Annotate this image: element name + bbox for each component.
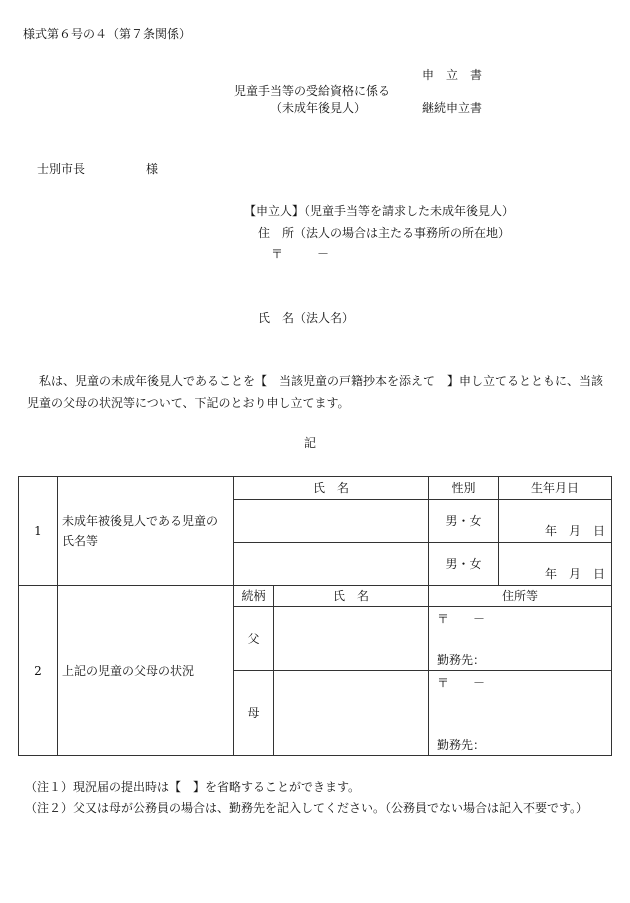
child-birth-date-format: 年 月 日 <box>544 567 605 581</box>
statement-line: 私は、児童の未成年後見人であることを【 当該児童の戸籍抄本を添えて 】申し立てるとともに、当該 <box>39 374 604 388</box>
child-sex-cell <box>429 543 498 585</box>
parents-section-label: 上記の児童の父母の状況 <box>62 663 195 678</box>
title-type-application: 申 立 書 <box>422 68 483 82</box>
record-table <box>18 476 612 756</box>
parent-address-header: 住所等 <box>429 586 611 606</box>
addressee-name: 士別市長 <box>37 162 86 176</box>
parents-section-number-cell <box>19 586 57 755</box>
applicant-postal-separator: － <box>317 247 330 261</box>
applicant-address-label: 住 所（法人の場合は主たる事務所の所在地） <box>258 226 511 240</box>
children-section-number-cell <box>19 477 57 585</box>
child-birth-date-cell <box>499 500 611 542</box>
mother-relation: 母 <box>247 706 260 720</box>
mother-name-cell <box>274 671 428 755</box>
father-name-cell <box>274 607 428 670</box>
mother-address-cell <box>429 671 611 755</box>
mother-relation-cell <box>234 671 273 755</box>
child-birth-date-cell <box>499 543 611 585</box>
child-birth-date-header: 生年月日 <box>499 477 611 499</box>
father-postal-separator: － <box>473 612 486 626</box>
note: （注１）現況届の提出時は【 】を省略することができます。 <box>25 780 361 794</box>
child-sex-options: 男・女 <box>445 514 482 528</box>
parents-section-label-cell <box>58 586 233 755</box>
applicant-postal-mark: 〒 <box>271 247 284 261</box>
title-prefix: 児童手当等の受給資格に係る <box>234 84 391 98</box>
child-sex-options: 男・女 <box>445 557 482 571</box>
record-heading: 記 <box>304 436 317 450</box>
form-number: 様式第６号の４（第７条関係） <box>23 27 192 41</box>
father-address-cell <box>429 607 611 670</box>
parent-name-header: 氏 名 <box>274 586 428 606</box>
child-name-cell <box>234 500 428 542</box>
addressee-honorific: 様 <box>146 162 159 176</box>
children-section-label-line: 未成年被後見人である児童の <box>62 514 219 528</box>
parent-relation-header: 続柄 <box>234 586 273 606</box>
father-relation-cell <box>234 607 273 670</box>
child-name-header: 氏 名 <box>234 477 428 499</box>
child-sex-header: 性別 <box>429 477 498 499</box>
father-workplace-label: 勤務先： <box>437 653 486 667</box>
child-birth-date-format: 年 月 日 <box>544 524 605 538</box>
mother-workplace-label: 勤務先： <box>437 738 486 752</box>
title-type-continuation: 継続申立書 <box>422 101 483 115</box>
title-subject: （未成年後見人） <box>270 101 367 115</box>
mother-postal-mark: 〒 <box>437 676 450 690</box>
mother-postal-separator: － <box>473 676 486 690</box>
father-relation: 父 <box>247 631 260 646</box>
child-name-cell <box>234 543 428 585</box>
children-section-label-line: 氏名等 <box>62 534 99 548</box>
child-sex-cell <box>429 500 498 542</box>
father-postal-mark: 〒 <box>437 612 450 626</box>
applicant-heading: 【申立人】（児童手当等を請求した未成年後見人） <box>244 204 515 218</box>
parents-section-number: 2 <box>34 663 42 678</box>
children-section-label-cell <box>58 477 233 585</box>
applicant-name-label: 氏 名（法人名） <box>258 311 355 325</box>
children-section-number: 1 <box>34 524 42 538</box>
note: （注２）父又は母が公務員の場合は、勤務先を記入してください。（公務員でない場合は記入不要です。） <box>25 801 589 815</box>
statement-line: 児童の父母の状況等について、下記のとおり申し立てます。 <box>27 396 350 410</box>
